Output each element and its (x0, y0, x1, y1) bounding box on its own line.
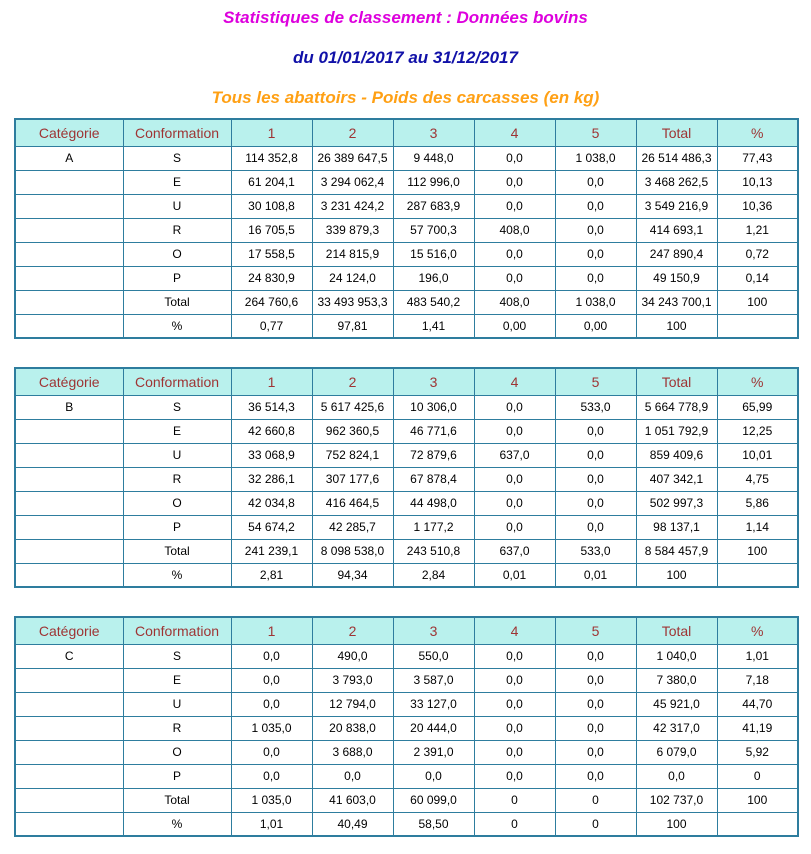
table-cell: U (123, 692, 231, 716)
table-cell: 0,0 (555, 692, 636, 716)
table-cell: 0,0 (555, 218, 636, 242)
table-cell: 40,49 (312, 812, 393, 836)
table-row (15, 788, 798, 812)
table-cell: 12,25 (717, 419, 798, 443)
table-cell: 407 342,1 (636, 467, 717, 491)
table-cell: 1 035,0 (231, 788, 312, 812)
table-cell (15, 692, 123, 716)
table-cell: 67 878,4 (393, 467, 474, 491)
table-cell: 5 617 425,6 (312, 395, 393, 419)
table-cell: 46 771,6 (393, 419, 474, 443)
table-row (15, 764, 798, 788)
table-cell: 26 389 647,5 (312, 146, 393, 170)
table-cell: 550,0 (393, 644, 474, 668)
table-cell: 0,0 (474, 740, 555, 764)
table-cell: 0,0 (231, 740, 312, 764)
table-cell: 1 038,0 (555, 146, 636, 170)
table-cell: 100 (717, 539, 798, 563)
table-cell: 0,00 (474, 314, 555, 338)
column-header: 5 (555, 617, 636, 644)
table-cell: 57 700,3 (393, 218, 474, 242)
table-row (15, 515, 798, 539)
table-cell: 0 (474, 812, 555, 836)
table-cell (15, 788, 123, 812)
table-cell: 1,21 (717, 218, 798, 242)
table-row (15, 266, 798, 290)
table-cell (15, 266, 123, 290)
table-cell: 0,0 (555, 668, 636, 692)
table-cell: 24 124,0 (312, 266, 393, 290)
table-cell: 0,0 (555, 491, 636, 515)
table-cell: 1 051 792,9 (636, 419, 717, 443)
column-header: 3 (393, 368, 474, 395)
table-cell: O (123, 242, 231, 266)
table-cell: B (15, 395, 123, 419)
table-cell: 30 108,8 (231, 194, 312, 218)
table-row (15, 563, 798, 587)
column-header: Conformation (123, 119, 231, 146)
table-cell: 0,0 (474, 716, 555, 740)
table-row (15, 467, 798, 491)
table-cell: 10,36 (717, 194, 798, 218)
table-cell: R (123, 716, 231, 740)
table-cell: 94,34 (312, 563, 393, 587)
column-header: 4 (474, 119, 555, 146)
column-header: Catégorie (15, 368, 123, 395)
table-cell (15, 515, 123, 539)
table-cell: 100 (717, 788, 798, 812)
column-header: 4 (474, 368, 555, 395)
table-cell (717, 563, 798, 587)
table-cell: 77,43 (717, 146, 798, 170)
table-cell: 33 493 953,3 (312, 290, 393, 314)
report-header (0, 0, 811, 108)
stats-table-category-c (14, 616, 799, 837)
table-cell (15, 716, 123, 740)
report-subtitle: Tous les abattoirs - Poids des carcasses (en kg) (211, 88, 600, 107)
table-cell: R (123, 218, 231, 242)
table-row (15, 539, 798, 563)
table-cell: 533,0 (555, 539, 636, 563)
table-cell: 1,01 (717, 644, 798, 668)
table-cell: 20 444,0 (393, 716, 474, 740)
table-cell: 0,14 (717, 266, 798, 290)
table-cell (15, 419, 123, 443)
table-cell: 54 674,2 (231, 515, 312, 539)
table-row (15, 419, 798, 443)
table-cell: E (123, 668, 231, 692)
table-row (15, 644, 798, 668)
table-cell: 45 921,0 (636, 692, 717, 716)
column-header: Catégorie (15, 617, 123, 644)
table-cell: 100 (636, 812, 717, 836)
table-cell: 34 243 700,1 (636, 290, 717, 314)
table-cell: 0 (474, 788, 555, 812)
table-cell: 16 705,5 (231, 218, 312, 242)
table-cell: 196,0 (393, 266, 474, 290)
table-cell: 339 879,3 (312, 218, 393, 242)
table-cell: 0,0 (393, 764, 474, 788)
table-cell: 0,0 (474, 242, 555, 266)
table-header (15, 617, 798, 644)
column-header: Catégorie (15, 119, 123, 146)
table-cell: 3 688,0 (312, 740, 393, 764)
table-cell: 0,0 (474, 395, 555, 419)
table-cell: 44 498,0 (393, 491, 474, 515)
table-cell: R (123, 467, 231, 491)
table-cell: 0,0 (555, 443, 636, 467)
table-cell: 0,0 (474, 170, 555, 194)
table-cell: 1,14 (717, 515, 798, 539)
column-header: 5 (555, 119, 636, 146)
table-cell (15, 314, 123, 338)
table-cell: 0,0 (555, 515, 636, 539)
table-cell: S (123, 146, 231, 170)
stats-table-category-b (14, 367, 799, 588)
table-cell: 97,81 (312, 314, 393, 338)
table-cell: 41 603,0 (312, 788, 393, 812)
table-cell (15, 443, 123, 467)
header-row (15, 617, 798, 644)
table-cell: 32 286,1 (231, 467, 312, 491)
table-cell: 414 693,1 (636, 218, 717, 242)
table-cell: 10,13 (717, 170, 798, 194)
column-header: 1 (231, 617, 312, 644)
table-cell: 533,0 (555, 395, 636, 419)
table-cell: 0,72 (717, 242, 798, 266)
table-cell: 1 177,2 (393, 515, 474, 539)
table-cell: 0,0 (555, 242, 636, 266)
table-cell (717, 314, 798, 338)
table-cell: 3 468 262,5 (636, 170, 717, 194)
table-cell (15, 668, 123, 692)
table-cell: 287 683,9 (393, 194, 474, 218)
table-cell: 4,75 (717, 467, 798, 491)
table-cell (717, 812, 798, 836)
table-cell: 8 584 457,9 (636, 539, 717, 563)
table-cell (15, 218, 123, 242)
table-cell: % (123, 563, 231, 587)
table-body (15, 644, 798, 836)
table-cell: S (123, 395, 231, 419)
table-cell: 33 127,0 (393, 692, 474, 716)
table-cell: 5 664 778,9 (636, 395, 717, 419)
table-cell: 408,0 (474, 218, 555, 242)
table-cell: 9 448,0 (393, 146, 474, 170)
table-cell: A (15, 146, 123, 170)
table-cell (15, 170, 123, 194)
header-row (15, 368, 798, 395)
table-cell: 408,0 (474, 290, 555, 314)
table-cell: 0,01 (474, 563, 555, 587)
table-cell: 0,0 (474, 419, 555, 443)
table-cell: 0,0 (312, 764, 393, 788)
table-cell: Total (123, 539, 231, 563)
table-row (15, 314, 798, 338)
table-cell: 5,86 (717, 491, 798, 515)
table-row (15, 290, 798, 314)
column-header: Conformation (123, 368, 231, 395)
table-cell: 100 (636, 314, 717, 338)
table-cell: 416 464,5 (312, 491, 393, 515)
table-row (15, 242, 798, 266)
table-cell: 12 794,0 (312, 692, 393, 716)
table-cell: 0,0 (555, 419, 636, 443)
table-cell: 42 317,0 (636, 716, 717, 740)
table-cell: 72 879,6 (393, 443, 474, 467)
table-cell: 0,0 (474, 764, 555, 788)
column-header: Conformation (123, 617, 231, 644)
table-cell: 264 760,6 (231, 290, 312, 314)
column-header: 5 (555, 368, 636, 395)
table-cell: 243 510,8 (393, 539, 474, 563)
table-cell: 100 (636, 563, 717, 587)
table-cell: 0,0 (636, 764, 717, 788)
table-cell: 44,70 (717, 692, 798, 716)
table-row (15, 194, 798, 218)
table-cell (15, 467, 123, 491)
table-cell: 24 830,9 (231, 266, 312, 290)
table-cell: 0,0 (555, 716, 636, 740)
table-cell: 307 177,6 (312, 467, 393, 491)
table-cell: 42 034,8 (231, 491, 312, 515)
table-row (15, 146, 798, 170)
table-cell: 33 068,9 (231, 443, 312, 467)
table-cell: 2,81 (231, 563, 312, 587)
table-cell (15, 539, 123, 563)
table-cell: 0,0 (231, 644, 312, 668)
table-cell: 637,0 (474, 539, 555, 563)
column-header: % (717, 119, 798, 146)
table-cell: 483 540,2 (393, 290, 474, 314)
table-cell: 41,19 (717, 716, 798, 740)
table-cell: 1 038,0 (555, 290, 636, 314)
table-cell: 0 (555, 788, 636, 812)
table-cell: 17 558,5 (231, 242, 312, 266)
table-cell: 49 150,9 (636, 266, 717, 290)
report-date-range: du 01/01/2017 au 31/12/2017 (293, 48, 518, 67)
table-cell: 3 231 424,2 (312, 194, 393, 218)
table-cell: 10 306,0 (393, 395, 474, 419)
table-cell: 114 352,8 (231, 146, 312, 170)
table-body (15, 395, 798, 587)
table-cell: 0,0 (474, 467, 555, 491)
table-cell: 0,01 (555, 563, 636, 587)
table-header (15, 119, 798, 146)
table-cell: 2,84 (393, 563, 474, 587)
table-cell: 0,0 (474, 515, 555, 539)
table-cell: 0,0 (555, 740, 636, 764)
table-cell: 0,0 (474, 146, 555, 170)
table-cell: 60 099,0 (393, 788, 474, 812)
table-cell: 1 035,0 (231, 716, 312, 740)
table-cell: 42 285,7 (312, 515, 393, 539)
table-cell: C (15, 644, 123, 668)
table-cell: 0,0 (555, 644, 636, 668)
table-cell: Total (123, 788, 231, 812)
table-cell (15, 491, 123, 515)
table-row (15, 170, 798, 194)
column-header: 1 (231, 119, 312, 146)
column-header: 2 (312, 119, 393, 146)
table-cell: % (123, 812, 231, 836)
table-cell: 26 514 486,3 (636, 146, 717, 170)
table-cell: 0,0 (555, 194, 636, 218)
table-cell: 0,0 (555, 764, 636, 788)
table-cell: 3 549 216,9 (636, 194, 717, 218)
table-cell: 0,0 (555, 467, 636, 491)
column-header: % (717, 368, 798, 395)
column-header: % (717, 617, 798, 644)
table-cell (15, 242, 123, 266)
column-header: 4 (474, 617, 555, 644)
table-cell (15, 290, 123, 314)
table-row (15, 716, 798, 740)
table-cell: E (123, 170, 231, 194)
table-row (15, 395, 798, 419)
table-cell: 0 (555, 812, 636, 836)
table-cell: Total (123, 290, 231, 314)
table-body (15, 146, 798, 338)
table-cell: 3 294 062,4 (312, 170, 393, 194)
table-cell: 3 793,0 (312, 668, 393, 692)
table-header (15, 368, 798, 395)
table-cell: 102 737,0 (636, 788, 717, 812)
table-cell: 6 079,0 (636, 740, 717, 764)
table-cell: 0,0 (474, 644, 555, 668)
column-header: 3 (393, 119, 474, 146)
table-cell (15, 194, 123, 218)
table-cell: P (123, 764, 231, 788)
column-header: 3 (393, 617, 474, 644)
table-cell: P (123, 515, 231, 539)
column-header: Total (636, 368, 717, 395)
table-cell: E (123, 419, 231, 443)
table-cell: 5,92 (717, 740, 798, 764)
table-cell: 0,0 (555, 170, 636, 194)
table-cell: 20 838,0 (312, 716, 393, 740)
table-cell: 7,18 (717, 668, 798, 692)
table-cell (15, 812, 123, 836)
table-row (15, 668, 798, 692)
header-row (15, 119, 798, 146)
table-cell: 65,99 (717, 395, 798, 419)
table-cell: 502 997,3 (636, 491, 717, 515)
table-row (15, 218, 798, 242)
table-cell: O (123, 491, 231, 515)
table-cell: 1 040,0 (636, 644, 717, 668)
table-cell: 0,0 (555, 266, 636, 290)
column-header: Total (636, 617, 717, 644)
table-cell: 8 098 538,0 (312, 539, 393, 563)
table-cell: 0,0 (474, 491, 555, 515)
table-cell: 58,50 (393, 812, 474, 836)
table-cell: 112 996,0 (393, 170, 474, 194)
table-cell: 241 239,1 (231, 539, 312, 563)
table-row (15, 491, 798, 515)
table-cell: 10,01 (717, 443, 798, 467)
table-cell: 0,0 (231, 764, 312, 788)
table-cell: 1,01 (231, 812, 312, 836)
table-cell: 1,41 (393, 314, 474, 338)
table-cell: 859 409,6 (636, 443, 717, 467)
table-cell (15, 764, 123, 788)
table-cell: 0,0 (474, 668, 555, 692)
table-cell: 7 380,0 (636, 668, 717, 692)
table-cell: 490,0 (312, 644, 393, 668)
table-cell: 100 (717, 290, 798, 314)
table-cell: 637,0 (474, 443, 555, 467)
report-title: Statistiques de classement : Données bovins (223, 8, 588, 27)
table-cell: 0,00 (555, 314, 636, 338)
table-cell: 0,77 (231, 314, 312, 338)
table-cell: 3 587,0 (393, 668, 474, 692)
table-cell: 0,0 (231, 668, 312, 692)
table-cell: % (123, 314, 231, 338)
table-cell (15, 740, 123, 764)
table-cell: U (123, 443, 231, 467)
table-cell: 752 824,1 (312, 443, 393, 467)
table-cell: 98 137,1 (636, 515, 717, 539)
table-cell: 962 360,5 (312, 419, 393, 443)
table-cell: S (123, 644, 231, 668)
table-cell: O (123, 740, 231, 764)
table-cell (15, 563, 123, 587)
column-header: 2 (312, 368, 393, 395)
table-row (15, 812, 798, 836)
table-cell: U (123, 194, 231, 218)
table-cell: 0,0 (474, 692, 555, 716)
table-cell: 61 204,1 (231, 170, 312, 194)
table-cell: P (123, 266, 231, 290)
table-row (15, 740, 798, 764)
table-cell: 247 890,4 (636, 242, 717, 266)
table-row (15, 443, 798, 467)
column-header: 1 (231, 368, 312, 395)
table-cell: 0,0 (231, 692, 312, 716)
table-cell: 214 815,9 (312, 242, 393, 266)
table-cell: 15 516,0 (393, 242, 474, 266)
table-cell: 36 514,3 (231, 395, 312, 419)
column-header: Total (636, 119, 717, 146)
table-row (15, 692, 798, 716)
table-cell: 0,0 (474, 266, 555, 290)
table-cell: 42 660,8 (231, 419, 312, 443)
table-cell: 0 (717, 764, 798, 788)
column-header: 2 (312, 617, 393, 644)
table-cell: 2 391,0 (393, 740, 474, 764)
table-cell: 0,0 (474, 194, 555, 218)
stats-table-category-a (14, 118, 799, 339)
